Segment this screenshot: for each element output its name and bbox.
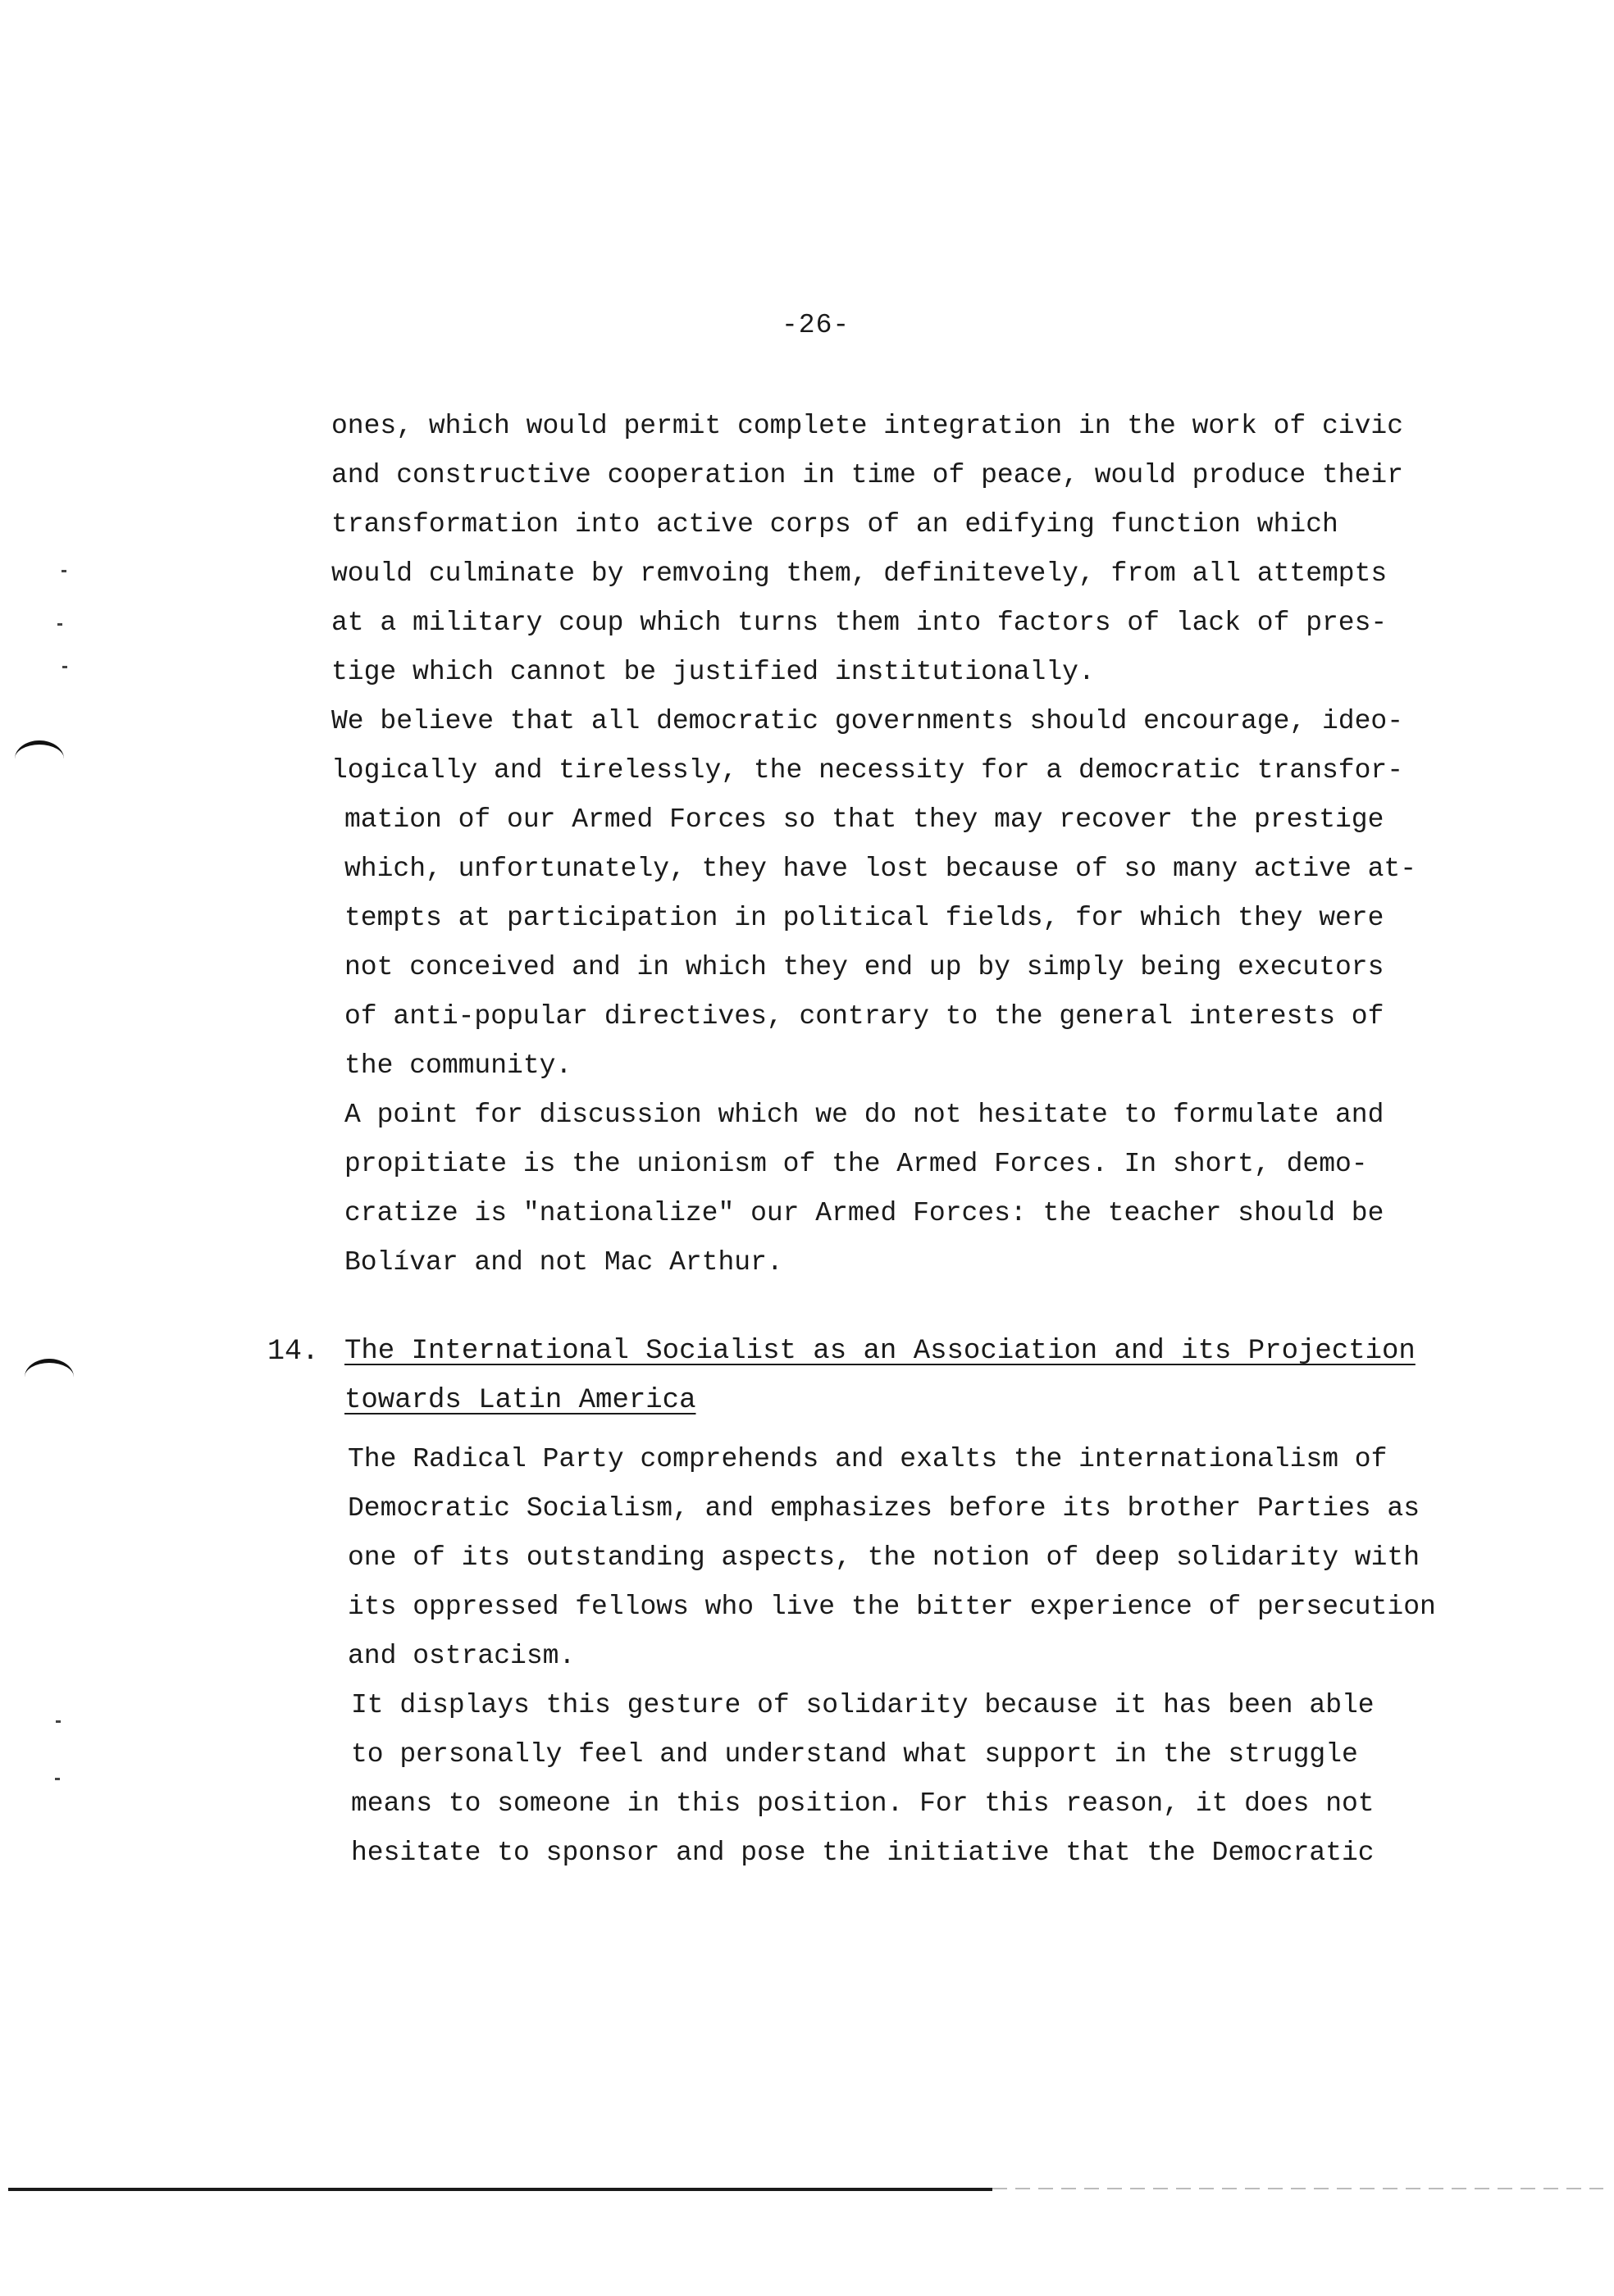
text-line: mation of our Armed Forces so that they may recover the prestige — [344, 804, 1384, 835]
text-line: tempts at participation in political fields, for which they were — [344, 903, 1384, 933]
text-line: at a military coup which turns them into factors of lack of pres- — [331, 608, 1388, 638]
binder-hole-mark — [15, 740, 64, 777]
text-line: ones, which would permit complete integration in the work of civic — [331, 411, 1404, 441]
text-line: would culminate by remvoing them, definitevely, from all attempts — [331, 558, 1388, 589]
section-title-line: The International Socialist as an Association and its Projection — [344, 1336, 1416, 1367]
text-line: tige which cannot be justified institutionally. — [331, 657, 1095, 687]
text-line: means to someone in this position. For this reason, it does not — [351, 1788, 1375, 1819]
text-line: logically and tirelessly, the necessity for a democratic transfor- — [331, 755, 1404, 786]
text-line: of anti-popular directives, contrary to the general interests of — [344, 1001, 1384, 1032]
text-line: cratize is "nationalize" our Armed Forces: the teacher should be — [344, 1198, 1384, 1228]
scan-speck — [56, 1720, 61, 1723]
text-line: A point for discussion which we do not hesitate to formulate and — [344, 1100, 1384, 1130]
text-line: We believe that all democratic governments should encourage, ideo- — [331, 706, 1404, 736]
section-paragraph-2 — [351, 1681, 1375, 1878]
section-title — [344, 1327, 1416, 1425]
text-line: Democratic Socialism, and emphasizes before its brother Parties as — [348, 1493, 1420, 1524]
text-line: The Radical Party comprehends and exalts the internationalism of — [348, 1444, 1388, 1474]
page-number: -26- — [782, 310, 850, 340]
text-line: transformation into active corps of an edifying function which — [331, 509, 1338, 540]
text-line: hesitate to sponsor and pose the initiative that the Democratic — [351, 1838, 1375, 1868]
text-line: which, unfortunately, they have lost because of so many active at- — [344, 854, 1417, 884]
text-line: the community. — [344, 1050, 572, 1081]
section-number: 14. — [267, 1335, 320, 1368]
scan-speck — [55, 1778, 60, 1780]
binder-hole-mark — [25, 1359, 74, 1396]
paragraph-3 — [344, 1091, 1384, 1287]
scan-speck — [62, 666, 67, 668]
text-line: its oppressed fellows who live the bitter experience of persecution — [348, 1592, 1436, 1622]
text-line: one of its outstanding aspects, the notion of deep solidarity with — [348, 1542, 1420, 1573]
page-bottom-edge — [8, 2188, 992, 2191]
text-line: to personally feel and understand what support in the struggle — [351, 1739, 1358, 1770]
paragraph-2 — [331, 697, 1416, 1091]
section-paragraph-1 — [348, 1435, 1436, 1681]
text-line: and ostracism. — [348, 1641, 576, 1671]
text-line: not conceived and in which they end up by simply being executors — [344, 952, 1384, 982]
scan-speck — [57, 623, 62, 626]
page-bottom-edge-faint — [992, 2188, 1603, 2189]
text-line: Bolívar and not Mac Arthur. — [344, 1247, 783, 1278]
text-line: It displays this gesture of solidarity because it has been able — [351, 1690, 1375, 1720]
text-line: propitiate is the unionism of the Armed Forces. In short, demo- — [344, 1149, 1368, 1179]
scan-speck — [62, 570, 66, 572]
paragraph-1 — [331, 402, 1403, 697]
text-line: and constructive cooperation in time of peace, would produce their — [331, 460, 1404, 490]
section-title-line: towards Latin America — [344, 1385, 696, 1416]
